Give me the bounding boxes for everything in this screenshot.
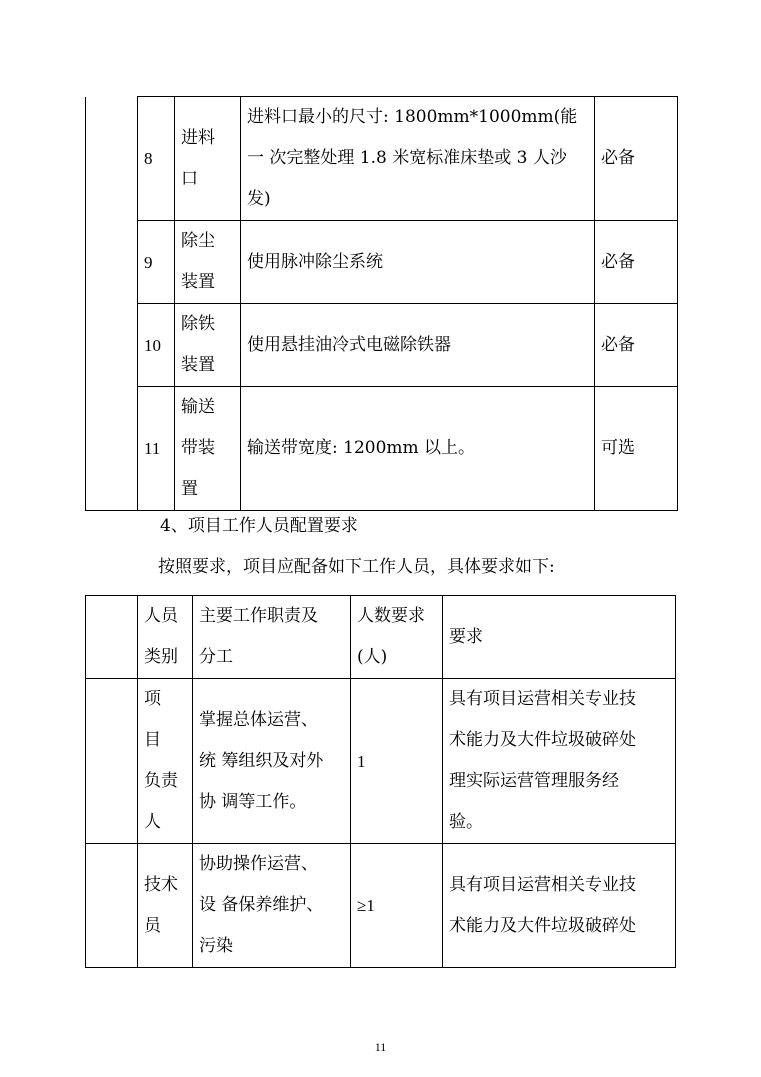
staff-category: 技术 员 xyxy=(138,844,193,968)
item-name: 进料 口 xyxy=(175,97,241,221)
table-row xyxy=(86,97,678,221)
margin-cell xyxy=(86,844,138,968)
table-row xyxy=(86,221,678,304)
requirement-type: 可选 xyxy=(595,387,678,511)
item-name: 除尘 装置 xyxy=(175,221,241,304)
requirement-text: 使用脉冲除尘系统 xyxy=(241,221,595,304)
header-count: 人数要求 (人) xyxy=(351,596,443,679)
staff-count: 1 xyxy=(351,679,443,844)
staff-duty: 掌握总体运营、 统 筹组织及对外 协 调等工作。 xyxy=(193,679,351,844)
staff-requirement: 具有项目运营相关专业技 术能力及大件垃圾破碎处 理实际运营管理服务经 验。 xyxy=(443,679,676,844)
equipment-table xyxy=(85,96,678,511)
header-requirement: 要求 xyxy=(443,596,676,679)
margin-cell xyxy=(86,97,138,221)
header-category: 人员 类别 xyxy=(138,596,193,679)
item-name: 输送 带装 置 xyxy=(175,387,241,511)
requirement-text: 输送带宽度: 1200mm 以上。 xyxy=(241,387,595,511)
table-row xyxy=(86,679,676,844)
row-number: 8 xyxy=(138,97,175,221)
page-number: 11 xyxy=(374,1040,387,1054)
staff-requirement: 具有项目运营相关专业技 术能力及大件垃圾破碎处 xyxy=(443,844,676,968)
row-number: 9 xyxy=(138,221,175,304)
requirement-type: 必备 xyxy=(595,221,678,304)
margin-cell xyxy=(86,221,138,304)
section-heading: 4、项目工作人员配置要求 xyxy=(160,516,358,536)
staff-duty: 协助操作运营、 设 备保养维护、 污染 xyxy=(193,844,351,968)
row-number: 11 xyxy=(138,387,175,511)
margin-cell xyxy=(86,304,138,387)
staff-category: 项 目 负责 人 xyxy=(138,679,193,844)
requirement-type: 必备 xyxy=(595,304,678,387)
margin-cell xyxy=(86,596,138,679)
intro-paragraph: 按照要求，项目应配备如下工作人员，具体要求如下: xyxy=(158,557,555,577)
requirement-text: 进料口最小的尺寸: 1800mm*1000mm(能 一 次完整处理 1.8 米宽标准床垫或 3 人沙 发) xyxy=(241,97,595,221)
margin-cell xyxy=(86,679,138,844)
table-header-row xyxy=(86,596,676,679)
staff-table xyxy=(85,595,676,968)
table-row xyxy=(86,387,678,511)
table-row xyxy=(86,304,678,387)
staff-count: ≥1 xyxy=(351,844,443,968)
table-row xyxy=(86,844,676,968)
requirement-type: 必备 xyxy=(595,97,678,221)
margin-cell xyxy=(86,387,138,511)
row-number: 10 xyxy=(138,304,175,387)
requirement-text: 使用悬挂油冷式电磁除铁器 xyxy=(241,304,595,387)
header-duty: 主要工作职责及 分工 xyxy=(193,596,351,679)
item-name: 除铁 装置 xyxy=(175,304,241,387)
